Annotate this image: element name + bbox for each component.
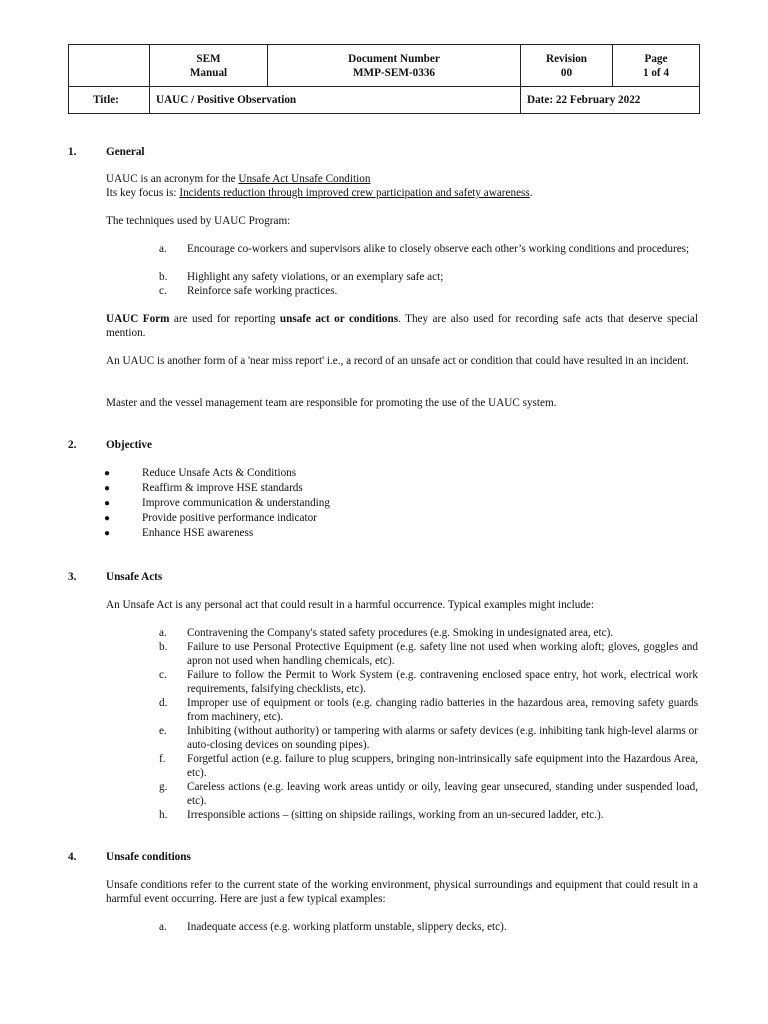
objective-item: Provide positive performance indicator bbox=[142, 512, 317, 524]
s1-item-b-mark: b. bbox=[159, 271, 168, 283]
s1-focus-underlined: Incidents reduction through improved crew participation and safety awareness bbox=[179, 187, 530, 199]
s1-unsafe-act-bold: unsafe act or conditions bbox=[279, 313, 399, 325]
s3-item-g-text: Careless actions (e.g. leaving work areas untidy or oily, leaving gear unsecured, standing under suspended load, etc). bbox=[187, 781, 698, 808]
s1-uauc-form-text1: are used for reporting bbox=[169, 313, 280, 325]
section-2-number: 2. bbox=[68, 439, 77, 451]
s3-item-h-text: Irresponsible actions – (sitting on shipside railings, working from an un-secured ladder, etc.). bbox=[187, 809, 604, 821]
bullet-icon: ● bbox=[104, 468, 111, 479]
header-date: Date: 22 February 2022 bbox=[521, 87, 700, 114]
s1-focus-end: . bbox=[529, 187, 533, 199]
s3-item-g-mark: g. bbox=[159, 781, 168, 793]
s1-acronym-underlined: Unsafe Act Unsafe Condition bbox=[238, 173, 371, 185]
header-page: 1 of 4 bbox=[642, 66, 670, 79]
s3-item-e-text: Inhibiting (without authority) or tampering with alarms or safety devices (e.g. inhibiting tank high-level alarms or auto-closing devices on sounding pipes). bbox=[187, 725, 698, 752]
s1-master-paragraph: Master and the vessel management team are responsible for promoting the use of the UAUC system. bbox=[106, 397, 557, 409]
s1-techniques-intro: The techniques used by UAUC Program: bbox=[106, 215, 291, 227]
s3-item-a-text: Contravening the Company's stated safety procedures (e.g. Smoking in undesignated area, etc). bbox=[187, 627, 614, 639]
s1-item-a-mark: a. bbox=[159, 243, 167, 255]
header-table bbox=[68, 44, 700, 114]
s3-item-c-text: Failure to follow the Permit to Work System (e.g. contravening enclosed space entry, hot work, electrical work requirements, falsifying checklists, etc). bbox=[187, 669, 698, 696]
s1-item-a-text: Encourage co-workers and supervisors alike to closely observe each other’s working conditions and procedures; bbox=[187, 243, 690, 255]
s3-item-a-mark: a. bbox=[159, 627, 167, 639]
s3-item-f-text: Forgetful action (e.g. failure to plug scuppers, bringing non-intrinsically safe equipment into the Hazardous Area, etc). bbox=[187, 753, 698, 780]
s1-near-miss-paragraph: An UAUC is another form of a 'near miss report' i.e., a record of an unsafe act or condition that could have resulted in an incident. bbox=[106, 355, 689, 367]
s3-item-f-mark: f. bbox=[159, 753, 166, 765]
bullet-icon: ● bbox=[104, 513, 111, 524]
s1-uauc-form-paragraph bbox=[106, 312, 698, 341]
s1-acronym-prefix: UAUC is an acronym for the bbox=[106, 173, 239, 185]
bullet-icon: ● bbox=[104, 528, 111, 539]
s1-focus-prefix: Its key focus is: bbox=[106, 187, 180, 199]
s3-intro: An Unsafe Act is any personal act that could result in a harmful occurrence. Typical examples might include: bbox=[106, 599, 594, 611]
header-page-cell bbox=[613, 45, 700, 87]
section-3-title: Unsafe Acts bbox=[106, 571, 163, 583]
section-3-number: 3. bbox=[68, 571, 77, 583]
s1-item-b-text: Highlight any safety violations, or an exemplary safe act; bbox=[187, 271, 444, 283]
objective-item: Reduce Unsafe Acts & Conditions bbox=[142, 467, 297, 479]
header-title: UAUC / Positive Observation bbox=[150, 87, 521, 114]
header-title-label: Title: bbox=[69, 87, 150, 114]
s1-item-c-mark: c. bbox=[159, 285, 167, 297]
section-4-title: Unsafe conditions bbox=[106, 851, 191, 863]
objective-item: Improve communication & understanding bbox=[142, 497, 330, 509]
s3-item-h-mark: h. bbox=[159, 809, 168, 821]
bullet-icon: ● bbox=[104, 498, 111, 509]
section-1-title: General bbox=[106, 146, 145, 158]
header-docnum-label: Document Number bbox=[348, 52, 440, 65]
header-docnum: MMP-SEM-0336 bbox=[352, 66, 436, 79]
header-revision-cell bbox=[521, 45, 613, 87]
s4-intro: Unsafe conditions refer to the current state of the working environment, physical surroundings and equipment that could result in a harmful event occurring. Here are just a few typical examples: bbox=[106, 879, 698, 906]
s1-acronym-line bbox=[106, 172, 698, 186]
section-1-number: 1. bbox=[68, 146, 77, 158]
header-sem: SEM bbox=[196, 52, 221, 65]
s1-uauc-form-text2: . They are also used for recording safe acts that deserve special mention. bbox=[106, 313, 699, 340]
s3-item-e-mark: e. bbox=[159, 725, 167, 737]
header-revision-label: Revision bbox=[545, 52, 588, 65]
s1-focus-line bbox=[106, 186, 698, 200]
header-blank-cell bbox=[69, 45, 150, 87]
s4-item-a-text: Inadequate access (e.g. working platform unstable, slippery decks, etc). bbox=[187, 921, 507, 933]
header-sem-cell bbox=[150, 45, 268, 87]
objective-item: Reaffirm & improve HSE standards bbox=[142, 482, 303, 494]
header-docnum-cell bbox=[268, 45, 521, 87]
bullet-icon: ● bbox=[104, 483, 111, 494]
header-revision: 00 bbox=[560, 66, 573, 79]
header-manual: Manual bbox=[189, 66, 228, 79]
s3-item-c-mark: c. bbox=[159, 669, 167, 681]
s4-item-a-mark: a. bbox=[159, 921, 167, 933]
s3-item-d-mark: d. bbox=[159, 697, 168, 709]
s3-item-d-text: Improper use of equipment or tools (e.g. changing radio batteries in the hazardous area, removing safety guards from machinery, etc). bbox=[187, 697, 698, 724]
s1-uauc-form-bold: UAUC Form bbox=[106, 313, 170, 325]
header-page-label: Page bbox=[644, 52, 668, 65]
s3-item-b-mark: b. bbox=[159, 641, 168, 653]
objective-item: Enhance HSE awareness bbox=[142, 527, 254, 539]
section-4-number: 4. bbox=[68, 851, 77, 863]
s1-item-c-text: Reinforce safe working practices. bbox=[187, 285, 338, 297]
s3-item-b-text: Failure to use Personal Protective Equipment (e.g. safety line not used when working aloft; gloves, goggles and apron not used when handling chemicals, etc). bbox=[187, 641, 698, 668]
section-2-title: Objective bbox=[106, 439, 152, 451]
